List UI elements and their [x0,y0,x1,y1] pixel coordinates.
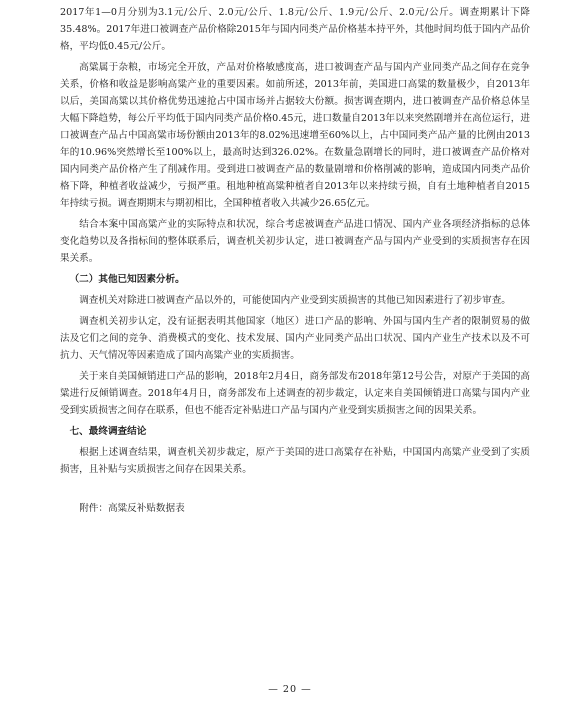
section-heading-final-conclusion: 七、最终调查结论 [69,426,147,437]
paragraph-other-factors-finding: 调查机关初步认定，没有证据表明其他国家（地区）进口产品的影响、外国与国内生产者的限制贸易的做法及它们之间的竞争、消费模式的变化、技术发展、国内产业同类产品出口状况、国内产业生产技术以及不可抗力、天气情况等因素造成了国内高粱产业的实质损害。 [60,316,530,361]
paragraph-other-factors-review: 调查机关对除进口被调查产品以外的，可能使国内产业受到实质损害的其他已知因素进行了初步审查。 [79,295,511,306]
paragraph-competition-analysis: 高粱属于杂粮，市场完全开放，产品对价格敏感度高，进口被调查产品与国内产业同类产品之间存在竞争关系，价格和收益是影响高粱产业的重要因素。如前所述，2013年前，美国进口高粱的数量极少，自2013年以后，美国高粱以其价格优势迅速抢占中国市场并占据较大份额。损害调查期内，进口被调查产品价格总体呈大幅下降趋势，每公斤平均低于国内同类产品价格0.45元，进口数量自2013年以来突然剧增并在高位运行，进口被调查产品占中国高粱市场份额由2013年的8.02%迅速增至60%以上，占中国同类产品产量的比例由2013年的10.96%突然增长至100%以上，最高时达到326.02%。在数量急剧增长的同时，进口被调查产品价格对国内同类产品价格产生了削减作用。受到进口被调查产品的数量剧增和价格削减的影响，造成国内同类产品价格下降，种植者收益减少，亏损严重。租地种植高粱种植者自2013年以来持续亏损，自有土地种植者自2015年持续亏损。调查期期末与期初相比，全国种植者收入共减少26.65亿元。 [60,62,530,209]
page-number: — 20 — [268,684,312,695]
section-heading-other-factors: （二）其他已知因素分析。 [69,274,185,285]
attachment-note: 附件：高粱反补贴数据表 [79,503,185,514]
paragraph-dumping-impact: 关于来自美国倾销进口产品的影响，2018年2月4日，商务部发布2018年第12号公告，对原产于美国的高粱进行反倾销调查。2018年4月日，商务部发布上述调查的初步裁定，认定来自美国倾销进口高粱与国内产业受到实质损害之间存在联系，但也不能否定补贴进口产品与国内产业受到实质损害之间的因果关系。 [60,371,530,416]
document-body [60,4,530,521]
paragraph-causality-conclusion: 结合本案中国高粱产业的实际特点和状况，综合考虑被调查产品进口情况、国内产业各项经济指标的总体变化趋势以及各指标间的整体联系后，调查机关初步认定，进口被调查产品与国内产业受到的实质损害存在因果关系。 [60,219,530,264]
paragraph-price-trend: 2017年1—0月分别为3.1元/公斤、2.0元/公斤、1.8元/公斤、1.9元/公斤、2.0元/公斤。调查期累计下降35.48%。2017年进口被调查产品价格除2015年与国内同类产品价格基本持平外，其他时间均低于国内产品价格，平均低0.45元/公斤。 [60,7,530,52]
paragraph-final-conclusion: 根据上述调查结果，调查机关初步裁定，原产于美国的进口高粱存在补贴，中国国内高粱产业受到了实质损害，且补贴与实质损害之间存在因果关系。 [60,447,530,475]
